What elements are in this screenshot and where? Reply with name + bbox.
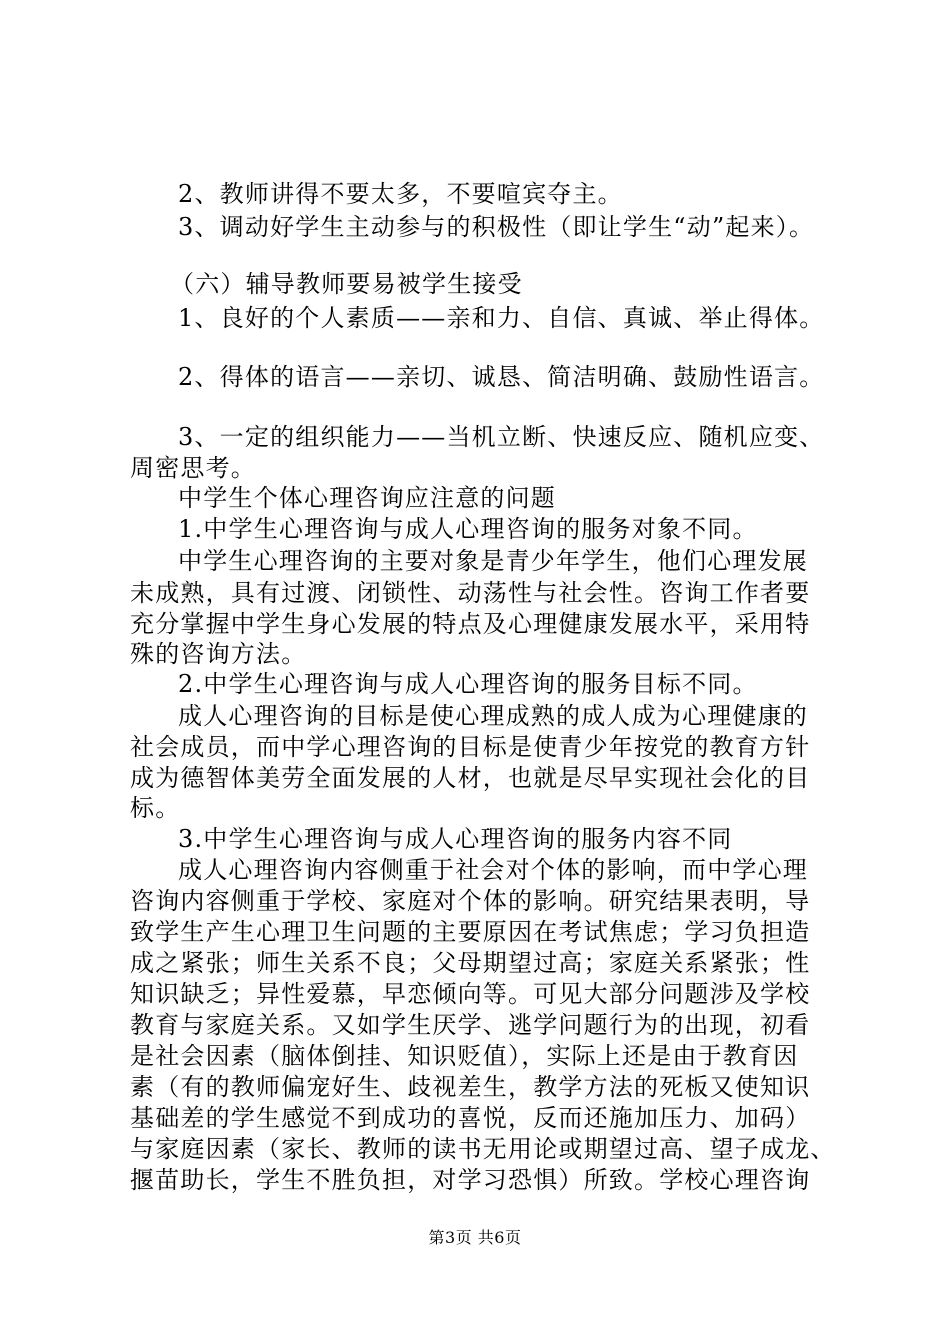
text-line: 成之紧张；师生关系不良；父母期望过高；家庭关系紧张；性: [130, 949, 811, 977]
text-line: 成人心理咨询内容侧重于社会对个体的影响，而中学心理: [178, 856, 808, 884]
text-line: 未成熟，具有过渡、闭锁性、动荡性与社会性。咨询工作者要: [130, 579, 811, 607]
section-heading: 中学生个体心理咨询应注意的问题: [178, 484, 556, 512]
text-line: 教育与家庭关系。又如学生厌学、逃学问题行为的出现，初看: [130, 1011, 811, 1039]
text-line: 咨询内容侧重于学校、家庭对个体的影响。研究结果表明，导: [130, 887, 811, 915]
text-line: 与家庭因素（家长、教师的读书无用论或期望过高、望子成龙、: [130, 1135, 836, 1163]
text-line: 2、得体的语言——亲切、诚恳、简洁明确、鼓励性语言。: [178, 363, 825, 391]
text-line: 3、调动好学生主动参与的积极性（即让学生“动”起来）。: [178, 213, 815, 241]
text-line: 殊的咨询方法。: [130, 640, 307, 668]
text-line: 素（有的教师偏宠好生、歧视差生，教学方法的死板又使知识: [130, 1073, 811, 1101]
text-line: 是社会因素（脑体倒挂、知识贬值），实际上还是由于教育因: [130, 1042, 799, 1070]
section-heading: （六）辅导教师要易被学生接受: [170, 270, 523, 298]
text-line: 3、一定的组织能力——当机立断、快速反应、随机应变、: [178, 423, 825, 451]
text-line: 周密思考。: [130, 454, 256, 482]
text-line: 致学生产生心理卫生问题的主要原因在考试焦虑；学习负担造: [130, 918, 811, 946]
text-line: 中学生心理咨询的主要对象是青少年学生，他们心理发展: [178, 547, 808, 575]
text-line: 成为德智体美劳全面发展的人材，也就是尽早实现社会化的目: [130, 764, 811, 792]
text-line: 2、教师讲得不要太多，不要喧宾夺主。: [178, 180, 623, 208]
text-line: 1.中学生心理咨询与成人心理咨询的服务对象不同。: [178, 515, 758, 543]
text-line: 揠苗助长，学生不胜负担，对学习恐惧）所致。学校心理咨询: [130, 1166, 811, 1194]
text-line: 成人心理咨询的目标是使心理成熟的成人成为心理健康的: [178, 702, 808, 730]
text-line: 标。: [130, 794, 181, 822]
text-line: 1、良好的个人素质——亲和力、自信、真诚、举止得体。: [178, 304, 825, 332]
text-line: 基础差的学生感觉不到成功的喜悦，反而还施加压力、加码）: [130, 1104, 811, 1132]
text-line: 知识缺乏；异性爱慕，早恋倾向等。可见大部分问题涉及学校: [130, 980, 811, 1008]
text-line: 充分掌握中学生身心发展的特点及心理健康发展水平，采用特: [130, 610, 811, 638]
page-number: 第3页 共6页: [428, 1228, 522, 1247]
text-line: 3.中学生心理咨询与成人心理咨询的服务内容不同: [178, 825, 733, 853]
text-line: 社会成员，而中学心理咨询的目标是使青少年按党的教育方针: [130, 733, 811, 761]
text-line: 2.中学生心理咨询与成人心理咨询的服务目标不同。: [178, 670, 758, 698]
